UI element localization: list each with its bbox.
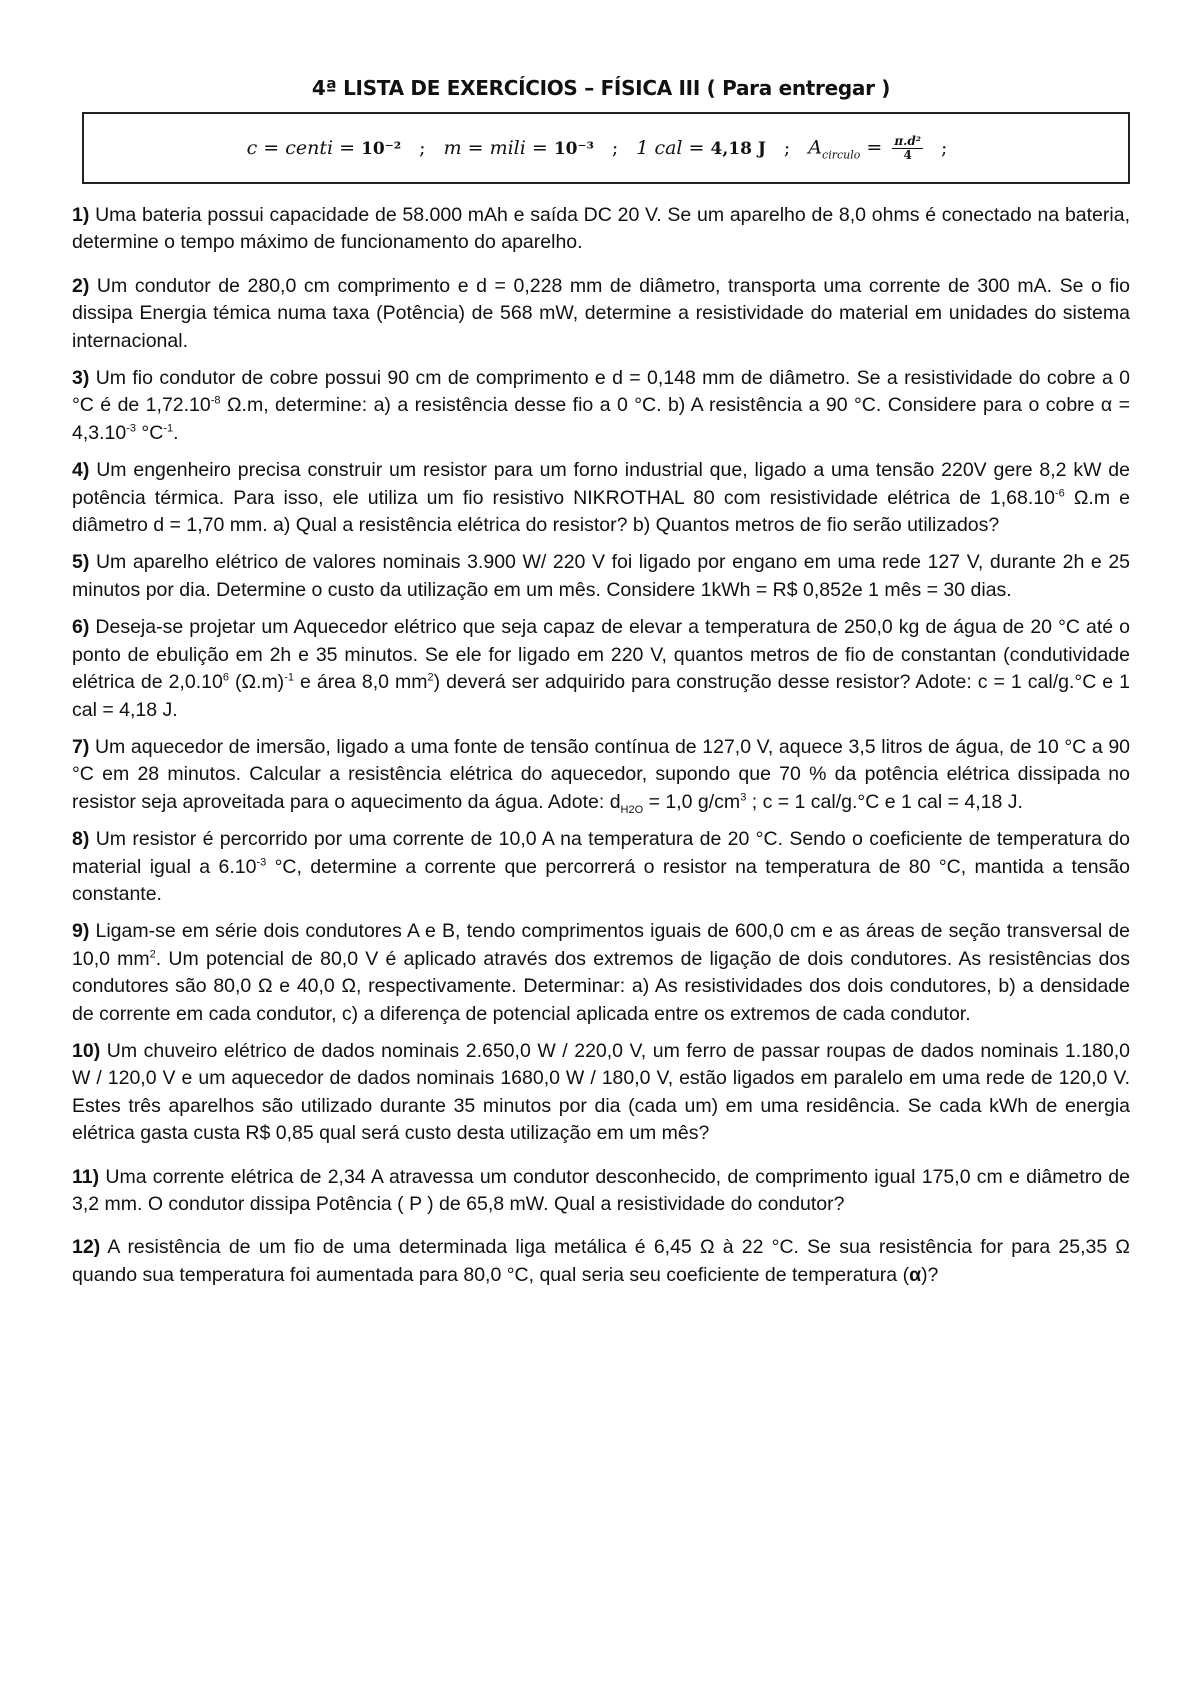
page-title: 4ª LISTA DE EXERCÍCIOS – FÍSICA III ( Para entregar ) [311,76,891,100]
question-12: 12) A resistência de um fio de uma determinada liga metálica é 6,45 Ω à 22 °C. Se sua resistência for para 25,35 Ω quando sua temperatura foi aumentada para 80,0 °C, qual seria seu coeficiente de temperatura (α)? [72,1236,1130,1286]
question-9: 9) Ligam-se em série dois condutores A e B, tendo comprimentos iguais de 600,0 cm e as áreas de seção transversal de 10,0 $mm^2$. Um potencial de 80,0 V é aplicado através dos extremos de ligação de dois condutores. As resistências dos condutores são 80,0 Ω e 40,0 Ω, respectivamente. Determinar: a) As resistividades dos dois condutores, b) a densidade de corrente em cada condutor, c) a diferença de potencial aplicada entre os extremos de cada condutor. [72,920,1131,1025]
question-2: 2) Um condutor de 280,0 cm comprimento e d = 0,228 mm de diâmetro, transporta uma corrente de 300 mA. Se o fio dissipa Energia témica numa taxa (Potência) de 568 mW, determine a resistividade do material em unidades do sistema internacional. [72,274,1130,352]
question-5: 5) Um aparelho elétrico de valores nominais 3.900 W/ 220 V foi ligado por engano em uma rede 127 V, durante 2h e 25 minutos por dia. Determine o custo da utilização em um mês. Considere 1kWh = R$ 0,852e 1 mês = 30 dias. [72,551,1131,601]
question-3: 3) Um fio condutor de cobre possui 90 cm de comprimento e d = 0,148 mm de diâmetro. Se a resistividade do cobre a 0 °C é de $1,72.10^{-8}$ Ω.m, determine: a) a resistência desse fio a 0 °C. b) A resistência a 90 °C. Considere para o cobre $\alpha = 4,3.10^{-3}$ $^\circ C^{-1}$. [72,367,1131,444]
constants-box: c = centi = 10⁻² ; m = mili = 10⁻³ ; 1 cal = 4,18 J ; $A_{circulo}$ = $\frac{\text{π.d²}}{4}$ ; [82,112,1130,184]
question-8: 8) Um resistor é percorrido por uma corrente de 10,0 A na temperatura de 20 °C. Sendo o coeficiente de temperatura do material igual a $6.10^{-3}$ °C, determine a corrente que percorrerá o resistor na temperatura de 80 °C, mantida a tensão constante. [72,828,1130,905]
document-page [72,72,1130,1299]
circle-area-formula: $A_{circulo}$ = $\frac{\text{π.d²}}{4}$ [808,133,921,162]
question-4: 4) Um engenheiro precisa construir um resistor para um forno industrial que, ligado a uma tensão 220V gere 8,2 kW de potência térmica. Para isso, ele utiliza um fio resistivo NIKROTHAL 80 com resistividade elétrica de $1,68.10^{-6}$ Ω.m e diâmetro d = 1,70 mm. a) Qual a resistência elétrica do resistor? b) Quantos metros de fio serão utilizados? [72,459,1130,537]
question-10: 10) Um chuveiro elétrico de dados nominais 2.650,0 W / 220,0 V, um ferro de passar roupas de dados nominais 1.180,0 W / 120,0 V e um aquecedor de dados nominais 1680,0 W / 180,0 V, estão ligados em paralelo em uma rede de 120,0 V. Estes três aparelhos são utilizado durante 35 minutos por dia (cada um) em uma residência. Se cada kWh de energia elétrica gasta custa R$ 0,85 qual será custo desta utilização em um mês? [72,1039,1130,1145]
calorie-definition: 1 cal = 4,18 J [636,137,766,159]
question-7: 7) Um aquecedor de imersão, ligado a uma fonte de tensão contínua de 127,0 V, aquece 3,5 litros de água, de 10 °C a 90 °C em 28 minutos. Calcular a resistência elétrica do aquecedor, supondo que 70 % da potência elétrica dissipada no resistor seja aproveitada para o aquecimento da água. Adote: $d_{H2O} = 1,0$ $g/cm^3$ ; c = 1 cal/g.°C e 1 cal = 4,18 J. [72,735,1131,816]
question-11: 11) Uma corrente elétrica de 2,34 A atravessa um condutor desconhecido, de comprimento igual 175,0 cm e diâmetro de 3,2 mm. O condutor dissipa Potência ( P ) de 65,8 mW. Qual a resistividade do condutor? [72,1165,1130,1215]
mili-definition: m = mili = 10⁻³ [443,137,594,159]
question-1: 1) Uma bateria possui capacidade de 58.000 mAh e saída DC 20 V. Se um aparelho de 8,0 ohms é conectado na bateria, determine o tempo máximo de funcionamento do aparelho. [72,204,1130,254]
question-6: 6) Deseja-se projetar um Aquecedor elétrico que seja capaz de elevar a temperatura de 250,0 kg de água de 20 °C até o ponto de ebulição em 2h e 35 minutos. Se ele for ligado em 220 V, quantos metros de fio de constantan (condutividade elétrica de 2,0.10$^6$ $(\Omega.m)^{-1}$ e área 8,0 $mm^2$) deverá ser adquirido para construção desse resistor? Adote: c = 1 cal/g.°C e 1 cal = 4,18 J. [72,616,1131,721]
centi-definition: c = centi = 10⁻² [246,137,402,159]
